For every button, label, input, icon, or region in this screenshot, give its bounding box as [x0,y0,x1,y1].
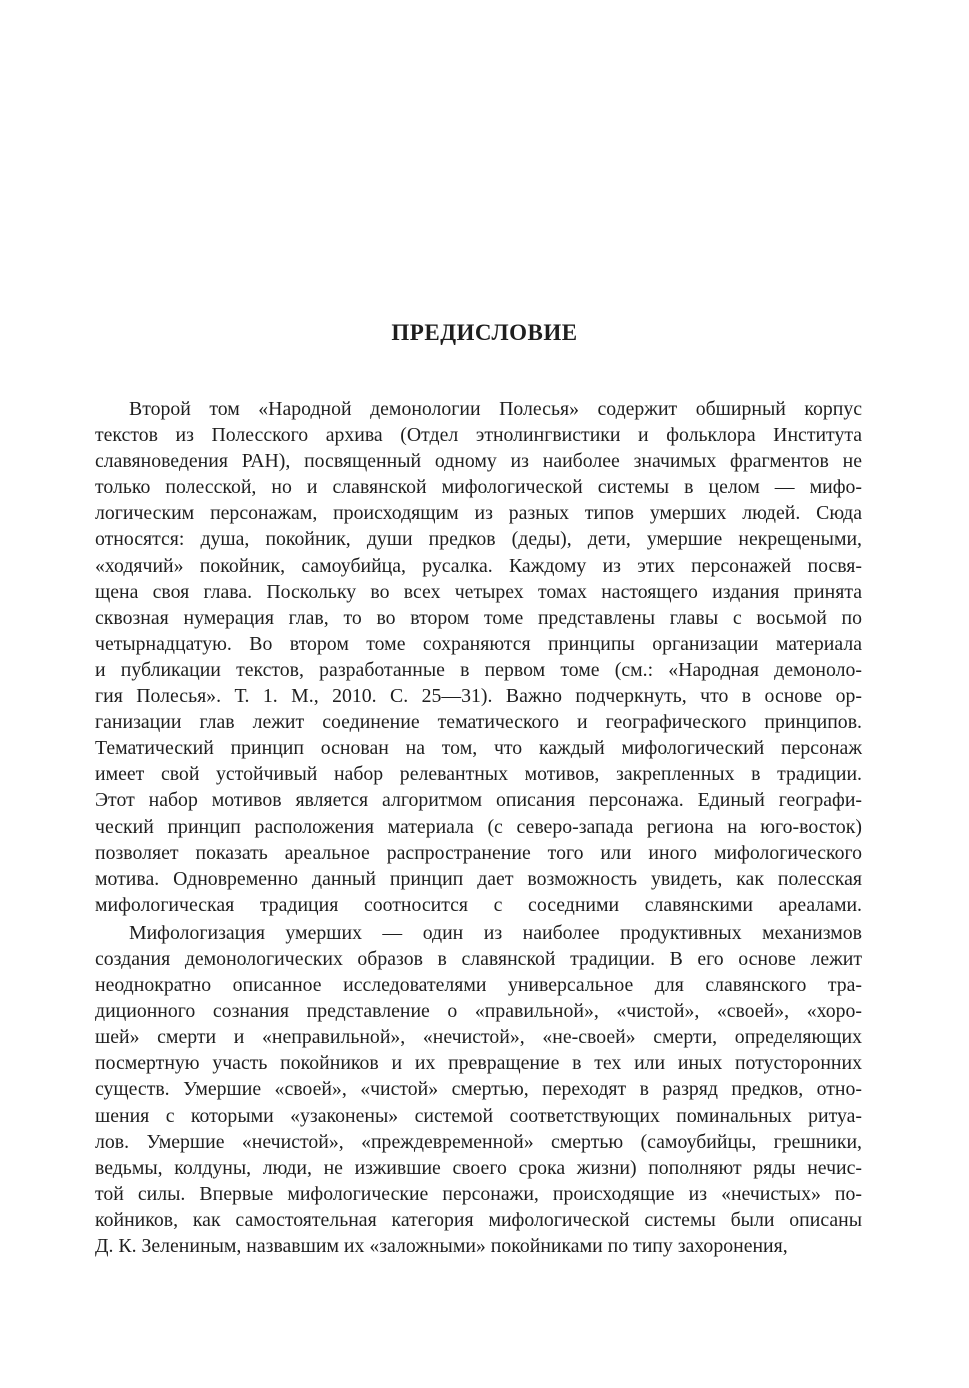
text-line: имеет свой устойчивый набор релевантных мотивов, закрепленных в традиции. [95,763,862,786]
text-line: Мифологизация умерших — один из наиболее продуктивных механизмов [129,921,862,944]
text-line: Тематический принцип основан на том, что каждый мифологический персонаж [95,737,862,760]
text-line: посмертную участь покойников и их превращение в тех или иных потусторонних [95,1052,862,1075]
text-line: четырнадцатую. Во втором томе сохраняются принципы организации материала [95,632,862,655]
text-line: той силы. Впервые мифологические персонажи, происходящие из «нечистых» по- [95,1182,862,1205]
paragraph-2 [95,920,862,1259]
text-line: койников, как самостоятельная категория мифологической системы были описаны [95,1208,862,1231]
text-line: шей» смерти и «неправильной», «нечистой», «не-своей» смерти, определяющих [95,1026,862,1049]
text-line: и публикации текстов, разработанные в первом томе (см.: «Народная демоноло- [95,658,862,681]
text-line: существ. Умершие «своей», «чистой» смертью, переходят в разряд предков, отно- [95,1078,862,1101]
text-line: «ходячий» покойник, самоубийца, русалка. Каждому из этих персонажей посвя- [95,554,862,577]
text-line: текстов из Полесского архива (Отдел этнолингвистики и фольклора Института [95,424,862,447]
text-line: шения с которыми «узаконены» системой соответствующих поминальных ритуа- [95,1104,862,1127]
body-text [95,396,862,1261]
text-line: гия Полесья». Т. 1. М., 2010. С. 25—31). Важно подчеркнуть, что в основе ор- [95,685,862,708]
text-line: ведьмы, колдуны, люди, не изжившие своего срока жизни) пополняют ряды нечис- [95,1156,862,1179]
text-line: неоднократно описанное исследователями универсальное для славянского тра- [95,974,862,997]
text-line: логическим персонажам, происходящим из разных типов умерших людей. Сюда [95,502,862,525]
text-line: ганизации глав лежит соединение тематического и географического принципов. [95,711,862,734]
text-line: славяноведения РАН), посвященный одному из наиболее значимых фрагментов не [95,450,862,473]
text-line: ческий принцип расположения материала (с северо-запада региона на юго-восток) [95,815,862,838]
text-line: Д. К. Зелениным, назвавшим их «заложными» покойниками по типу захоронения, [95,1235,788,1257]
text-line: мотива. Одновременно данный принцип дает возможность увидеть, как полесская [95,867,862,890]
text-line: лов. Умершие «нечистой», «преждевременной» смертью (самоубийцы, грешники, [95,1130,862,1153]
text-line: позволяет показать ареальное распространение того или иного мифологического [95,841,862,864]
page-title: ПРЕДИСЛОВИЕ [391,320,578,345]
paragraph-1 [95,396,862,918]
text-line: диционного сознания представление о «правильной», «чистой», «своей», «хоро- [95,1000,862,1023]
text-line: сквозная нумерация глав, то во втором томе представлены главы с восьмой по [95,606,862,629]
text-line: относятся: душа, покойник, души предков (деды), дети, умершие некрещеными, [95,528,862,551]
text-line: создания демонологических образов в славянской традиции. В его основе лежит [95,947,862,970]
text-line: Этот набор мотивов является алгоритмом описания персонажа. Единый географи- [95,789,862,812]
text-line: Второй том «Народной демонологии Полесья» содержит обширный корпус [129,398,862,420]
text-line: мифологическая традиция соотносится с соседними славянскими ареалами. [95,893,862,916]
text-line: только полесской, но и славянской мифологической системы в целом — мифо- [95,476,862,499]
text-line: щена своя глава. Поскольку во всех четырех томах настоящего издания принята [95,580,862,603]
